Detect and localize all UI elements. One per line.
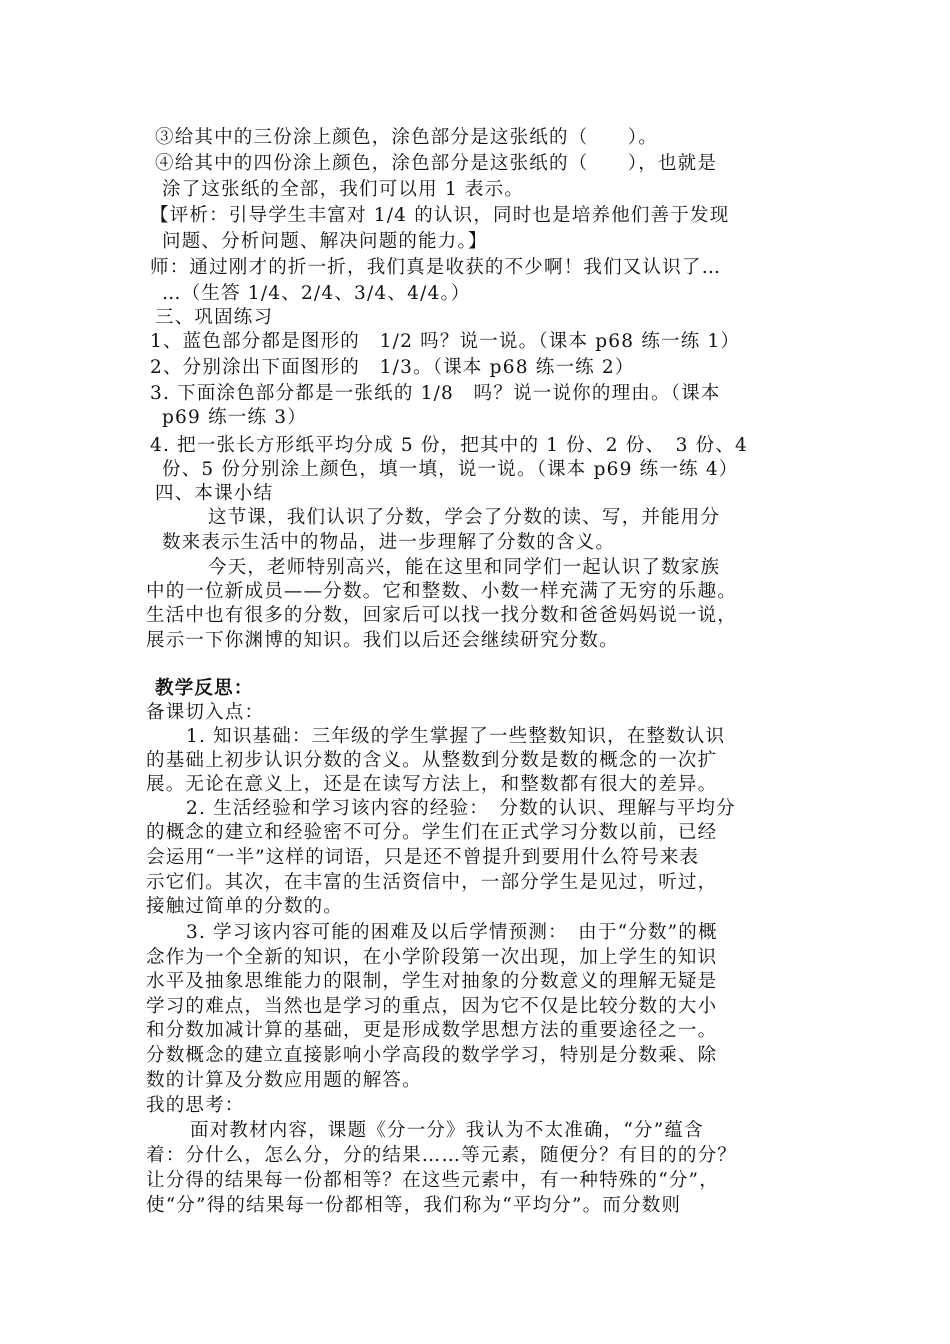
text-line: 【评析：引导学生丰富对 1/4 的认识，同时也是培养他们善于发现: [150, 205, 730, 226]
text-line: 今天，老师特别高兴，能在这里和同学们一起认识了数家族: [208, 557, 721, 578]
text-line: 念作为一个全新的知识，在小学阶段第一次出现，加上学生的知识: [146, 947, 718, 968]
text-line: 2. 生活经验和学习该内容的经验： 分数的认识、理解与平均分: [186, 798, 736, 819]
text-line: 中的一位新成员——分数。它和整数、小数一样充满了无穷的乐趣。: [146, 581, 738, 602]
text-line: 水平及抽象思维能力的限制，学生对抽象的分数意义的理解无疑是: [146, 971, 718, 992]
text-line: 面对教材内容，课题《分一分》我认为不太准确，“分”蕴含: [190, 1120, 704, 1141]
text-line: 这节课，我们认识了分数，学会了分数的读、写，并能用分: [208, 507, 721, 528]
text-line: 使“分”得的结果每一份都相等，我们称为“平均分”。而分数则: [146, 1195, 682, 1216]
text-line: 接触过简单的分数的。: [146, 896, 344, 917]
text-line: 分数概念的建立直接影响小学高段的数学学习，特别是分数乘、除: [146, 1045, 718, 1066]
text-line: 生活中也有很多的分数，回家后可以找一找分数和爸爸妈妈说一说，: [146, 605, 738, 626]
text-line: 数来表示生活中的物品，进一步理解了分数的含义。: [162, 532, 616, 553]
text-line: p69 练一练 3）: [162, 407, 307, 428]
text-line: 3. 下面涂色部分都是一张纸的 1/8 吗？说一说你的理由。（课本: [150, 383, 721, 404]
text-line: 1、蓝色部分都是图形的 1/2 吗？说一说。（课本 p68 练一练 1）: [150, 331, 741, 352]
text-line: 学习的难点，当然也是学习的重点，因为它不仅是比较分数的大小: [146, 996, 718, 1017]
text-line: 1. 知识基础：三年级的学生掌握了一些整数知识，在整数认识: [186, 726, 726, 747]
text-line: 4. 把一张长方形纸平均分成 5 份，把其中的 1 份、2 份、 3 份、4: [150, 435, 749, 456]
text-line: 问题、分析问题、解决问题的能力。】: [162, 231, 488, 252]
text-line: 涂了这张纸的全部，我们可以用 1 表示。: [162, 179, 525, 200]
text-line: 和分数加减计算的基础，更是形成数学思想方法的重要途径之一。: [146, 1020, 718, 1041]
subheading: 备课切入点：: [146, 702, 265, 723]
subheading: 我的思考：: [146, 1095, 245, 1116]
text-line: 的基础上初步认识分数的含义。从整数到分数是数的概念的一次扩: [146, 750, 718, 771]
text-line: 展。无论在意义上，还是在读写方法上，和整数都有很大的差异。: [146, 774, 718, 795]
text-line: 2、分别涂出下面图形的 1/3。（课本 p68 练一练 2）: [150, 357, 635, 378]
section-heading: 三、巩固练习: [155, 307, 274, 328]
text-line: 师：通过刚才的折一折，我们真是收获的不少啊！我们又认识了…: [150, 257, 722, 278]
text-line: 着：分什么，怎么分，分的结果……等元素，随便分？有目的的分？: [146, 1145, 738, 1166]
text-line: …（生答 1/4、2/4、3/4、4/4。）: [162, 283, 471, 304]
text-line: 份、5 份分别涂上颜色，填一填，说一说。（课本 p69 练一练 4）: [162, 459, 739, 480]
section-heading: 四、本课小结: [155, 483, 274, 504]
text-line: 会运用“一半”这样的词语，只是还不曾提升到要用什么符号来表: [146, 847, 700, 868]
text-line: ③给其中的三份涂上颜色，涂色部分是这张纸的（ ）。: [155, 127, 658, 148]
text-line: 数的计算及分数应用题的解答。: [146, 1070, 422, 1091]
text-line: 展示一下你渊博的知识。我们以后还会继续研究分数。: [146, 630, 619, 651]
text-line: 3. 学习该内容可能的困难及以后学情预测： 由于“分数”的概: [186, 922, 718, 943]
text-line: ④给其中的四份涂上颜色，涂色部分是这张纸的（ ），也就是: [155, 153, 718, 174]
text-line: 示它们。其次，在丰富的生活资信中，一部分学生是见过，听过，: [146, 872, 718, 893]
text-line: 的概念的建立和经验密不可分。学生们在正式学习分数以前，已经: [146, 822, 718, 843]
reflection-heading: 教学反思：: [155, 678, 254, 699]
text-line: 让分得的结果每一份都相等？在这些元素中，有一种特殊的“分”，: [146, 1170, 719, 1191]
